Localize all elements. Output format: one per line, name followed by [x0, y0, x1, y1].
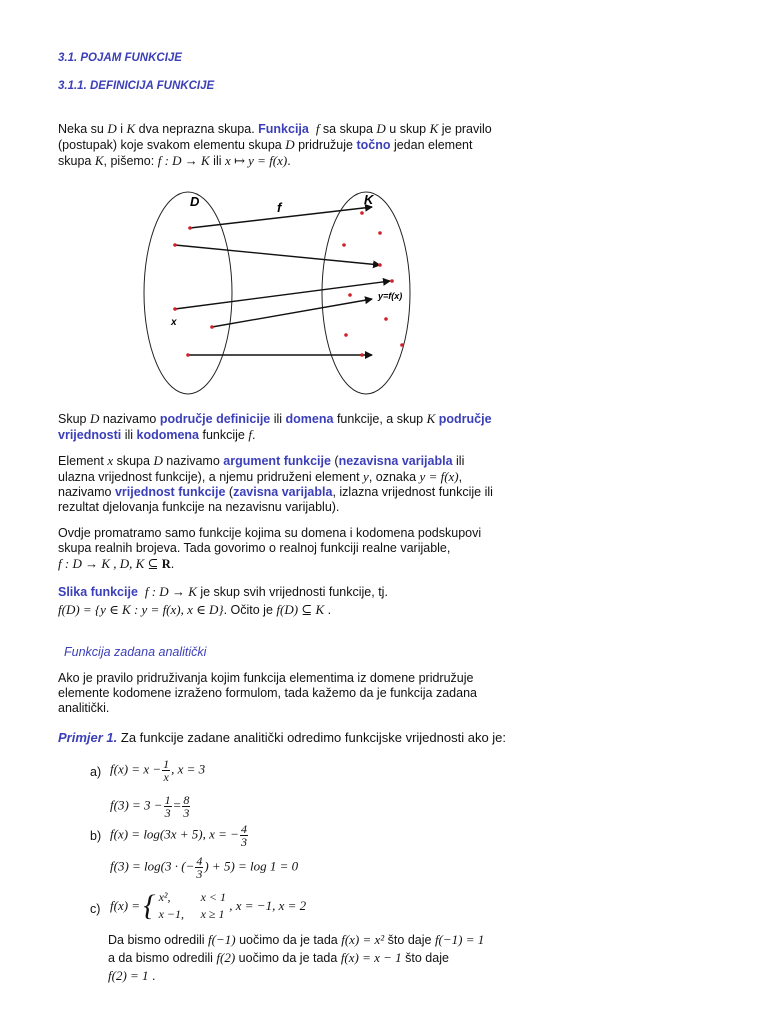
example-a-result: f(3) = 3 − $\frac{1}{3}$ = $\frac{8}{3}$ — [110, 793, 190, 820]
domain-label: D — [190, 194, 200, 209]
example-c-formula: f(x) = { x², x < 1 x −1, x ≥ 1 , x = −1, x = 2 — [110, 889, 307, 922]
subsection-heading: 3.1.1. DEFINICIJA FUNKCIJE — [58, 80, 215, 92]
example-c-explanation: Da bismo odredili f(−1) uočimo da je tada f(x) = x² što daje f(−1) = 1 a da bismo odredili f(2) uočimo da je tada f(x) = x − 1 što daje f(2) = 1 . — [108, 932, 485, 983]
mapping-arrow — [175, 245, 380, 265]
domain-set-ellipse — [144, 192, 232, 394]
analytic-paragraph: Ako je pravilo pridruživanja kojim funkcija elementima iz domene pridružuje elemente kodomene izraženo formulom, tada kažemo da je funkcija zadana analitički. — [58, 671, 477, 715]
mapping-arrow — [175, 281, 390, 309]
argument-label: x — [171, 317, 177, 328]
domain-codomain-paragraph: Skup D nazivamo područje definicije ili domena funkcije, a skup K područje vrijednosti ili kodomena funkcije f. — [58, 411, 492, 442]
function-mapping-diagram — [140, 185, 440, 400]
example-c-label: c) — [90, 902, 101, 916]
example-heading: Primjer 1. Za funkcije zadane analitički odredimo funkcijske vrijednosti ako je: — [58, 730, 507, 745]
example-b-label: b) — [90, 829, 102, 843]
example-b-result: f(3) = log(3 · (− $\frac{4}{3}$ ) + 5) = log 1 = 0 — [110, 854, 299, 881]
analytic-function-heading: Funkcija zadana analitički — [64, 645, 207, 659]
image-of-function-paragraph: Slika funkcije f : D → K je skup svih vrijednosti funkcije, tj. f(D) = {y ∈ K : y = f(x), x ∈ D}. Očito je f(D) ⊆ K . — [58, 584, 388, 617]
mapping-arrow — [212, 299, 372, 327]
definition-paragraph: Neka su D i K dva neprazna skupa. Funkcija f sa skupa D u skup K je pravilo (postupak) koje svakom elementu skupa D pridružuje točno jedan element skupa K, pišemo: f : D → K ili x ↦ y = f(x). — [58, 121, 492, 168]
section-heading: 3.1. POJAM FUNKCIJE — [58, 52, 182, 64]
argument-paragraph: Element x skupa D nazivamo argument funkcije (nezavisna varijabla ili ulazna vrijednost funkcije), a njemu pridruženi element y, oznaka y = f(x), nazivamo vrijednost funkcije (zavisna varijabla, izlazna vrijednost funkcije ili rezultat djelovanja funkcije na nezavisnu varijablu). — [58, 453, 493, 514]
real-function-paragraph: Ovdje promatramo samo funkcije kojima su domena i kodomena podskupovi skupa realnih brojeva. Tada govorimo o realnoj funkciji realne varijable, f : D → K , D, K ⊆ R. — [58, 526, 482, 571]
example-b-formula: f(x) = log(3x + 5), x = − $\frac{4}{3}$ — [110, 822, 247, 849]
example-a-formula: f(x) = x − $\frac{1}{x}$ , x = 3 — [110, 757, 206, 784]
example-a-label: a) — [90, 765, 102, 779]
function-label: f — [277, 200, 282, 215]
codomain-points — [342, 211, 404, 357]
codomain-label: K — [364, 192, 374, 207]
value-label: y=f(x) — [378, 291, 403, 301]
